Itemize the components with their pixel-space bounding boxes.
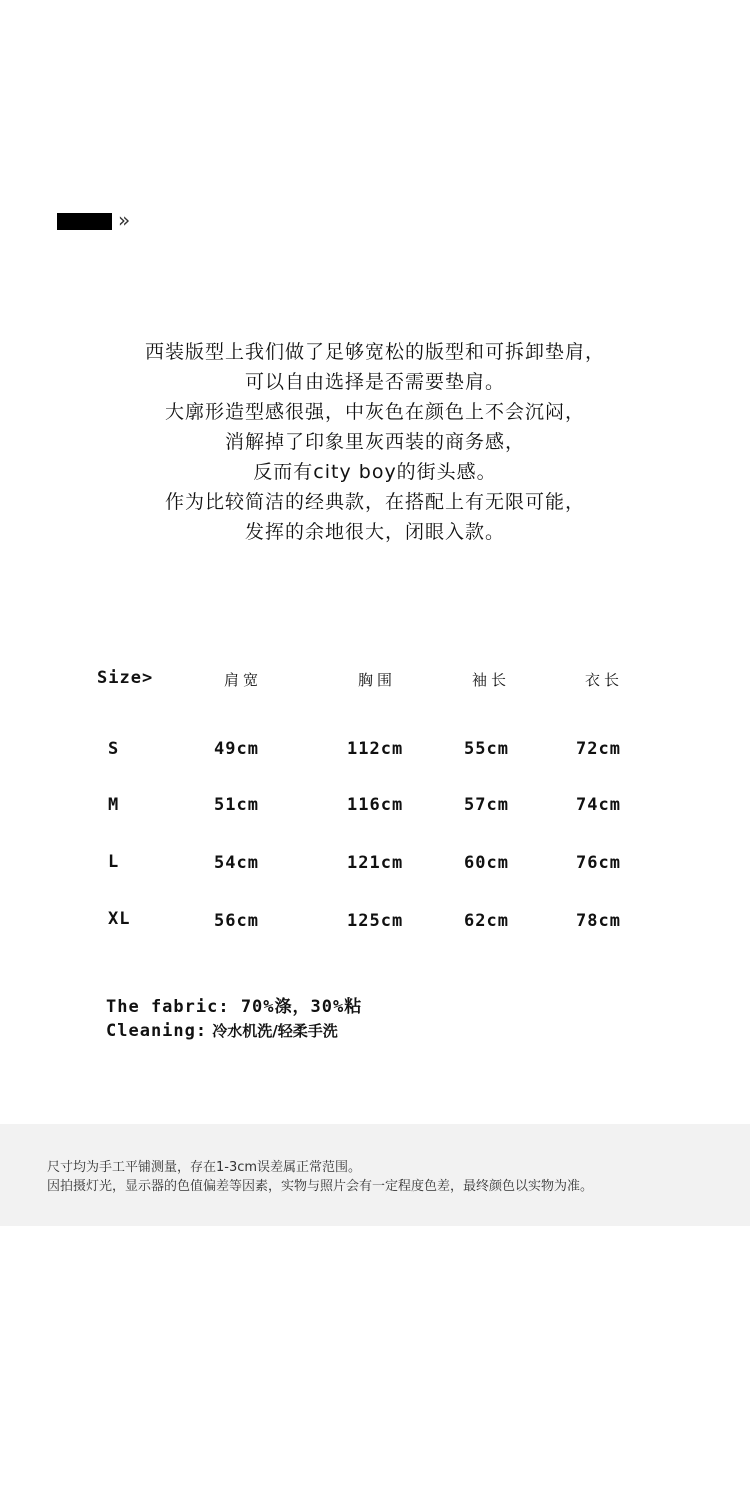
size-cell-chest: 116cm [347,795,404,815]
size-cell-chest: 125cm [347,911,404,931]
size-header-shoulder: 肩宽 [224,671,263,689]
size-cell-sleeve: 57cm [464,795,509,815]
description-line: 反而有city boy的街头感。 [253,461,497,483]
description-line: 发挥的余地很大，闭眼入款。 [244,521,505,543]
size-cell-sleeve: 62cm [464,911,509,931]
description-line: 消解掉了印象里灰西装的商务感， [224,431,525,453]
size-cell-sleeve: 60cm [464,853,509,873]
description-line: 作为比较简洁的经典款，在搭配上有无限可能， [164,491,585,513]
fabric-composition: The fabric: 70%涤，30%粘 [106,997,363,1017]
size-header-sleeve: 袖长 [472,671,511,689]
notice-line: 尺寸均为手工平铺测量，存在1-3cm误差属正常范围。 [47,1160,362,1175]
size-header-label: Size> [97,668,154,688]
size-header-chest: 胸围 [358,671,397,689]
description-line: 西装版型上我们做了足够宽松的版型和可拆卸垫肩， [144,341,605,363]
product-description [0,337,750,547]
size-cell-length: 76cm [576,853,621,873]
measurement-notice [0,1124,750,1226]
description-line: 可以自由选择是否需要垫肩。 [244,371,505,393]
size-cell-length: 78cm [576,911,621,931]
size-cell-sleeve: 55cm [464,739,509,759]
size-cell-length: 74cm [576,795,621,815]
size-cell-shoulder: 54cm [214,853,259,873]
size-cell-shoulder: 56cm [214,911,259,931]
fabric-info [106,995,362,1043]
double-chevron-right-icon: » [118,208,131,232]
section-marker-bar [57,213,112,230]
size-cell-size: S [108,739,120,759]
description-line: 大廓形造型感很强，中灰色在颜色上不会沉闷， [164,401,585,423]
size-cell-shoulder: 49cm [214,739,259,759]
size-cell-shoulder: 51cm [214,795,259,815]
notice-line: 因拍摄灯光，显示器的色值偏差等因素，实物与照片会有一定程度色差，最终颜色以实物为准。 [47,1179,594,1194]
size-header-length: 衣长 [585,671,624,689]
size-cell-size: XL [108,909,131,929]
size-cell-chest: 121cm [347,853,404,873]
cleaning-value: 冷水机洗/轻柔手洗 [212,1022,338,1040]
size-cell-size: M [108,795,120,815]
size-cell-size: L [108,852,120,872]
notice-text [47,1158,593,1196]
cleaning-instructions [106,1019,362,1043]
size-cell-length: 72cm [576,739,621,759]
cleaning-key: Cleaning: [106,1021,208,1041]
size-cell-chest: 112cm [347,739,404,759]
